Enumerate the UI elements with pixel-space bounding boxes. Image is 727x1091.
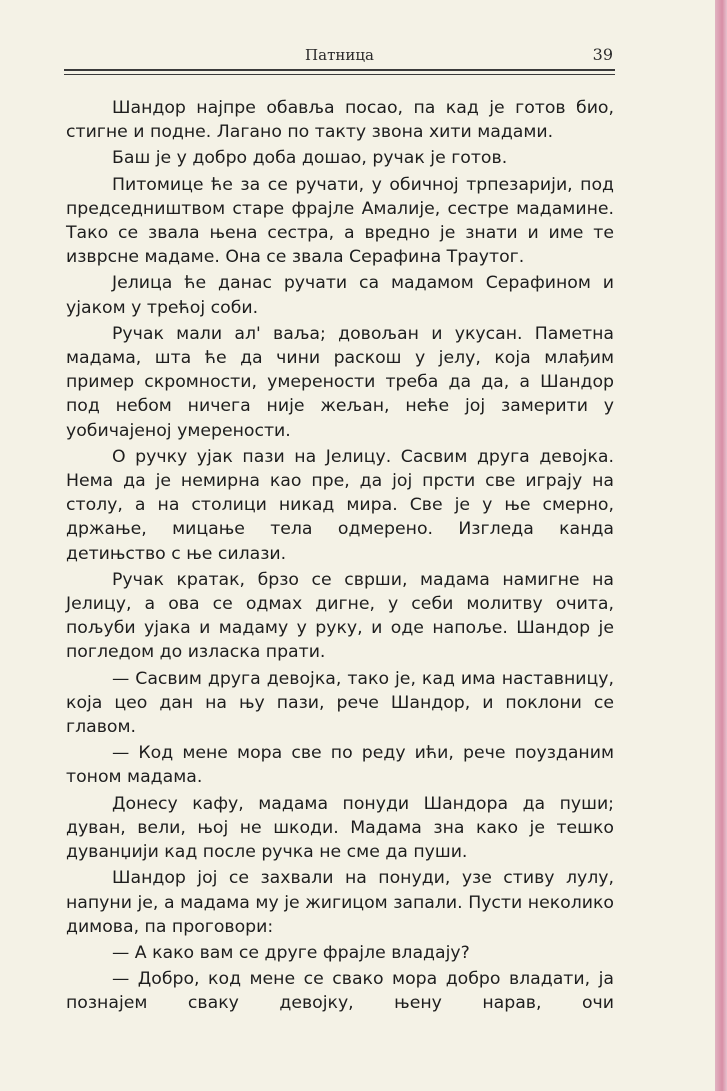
running-header bbox=[64, 42, 615, 68]
paragraph: Јелица ће данас ручати са мадамом Серафином и ујаком у трећој соби. bbox=[66, 273, 614, 318]
paragraph: Ручак кратак, брзо се сврши, мадама намигне на Јелицу, а ова се одмах дигне, у себи молитву очита, пољуби ујака и мадаму у руку, и оде напоље. Шандор је погледом до изласка прати. bbox=[66, 569, 614, 663]
paragraph: Ручак мали ал' ваља; довољан и укусан. Паметна мадама, шта ће да чини раскош у јелу, која млађим пример скромности, умерености треба да да, а Шандор под небом ничега није жељан, неће јој замерити у уобичајеној умерености. bbox=[66, 323, 614, 441]
paragraph: — Код мене мора све по реду ићи, рече поузданим тоном мадама. bbox=[66, 743, 614, 788]
running-title: Патница bbox=[305, 46, 374, 64]
paragraph: — Сасвим друга девојка, тако је, кад има наставницу, која цео дан на њу пази, рече Шандор, и поклони се главом. bbox=[66, 668, 614, 738]
paragraph: Донесу кафу, мадама понуди Шандора да пуши; дуван, вели, њој не шкоди. Мадама зна како је тешко дуванџији кад после ручка не сме да пуши. bbox=[66, 793, 614, 863]
paragraph: Баш је у добро доба дошао, ручак је готов. bbox=[112, 148, 508, 169]
paragraph: — А како вам се друге фрајле владају? bbox=[112, 942, 470, 963]
page-edge bbox=[715, 0, 727, 1091]
body-text bbox=[66, 96, 614, 1016]
header-rule-thick bbox=[64, 69, 615, 71]
header-rule-thin bbox=[64, 74, 615, 75]
paragraph: Шандор најпре обавља посао, па кад је готов био, стигне и подне. Лагано по такту звона хити мадами. bbox=[66, 98, 614, 143]
paragraph: О ручку ујак пази на Јелицу. Сасвим друга девојка. Нема да је немирна као пре, да јој прсти све играју на столу, а на столици никад мира. Све је у ње смерно, држање, мицање тела одмерено. Изгледа канда детињство с ње силази. bbox=[66, 446, 614, 564]
page-number: 39 bbox=[592, 45, 613, 64]
paragraph: Шандор јој се захвали на понуди, узе стиву лулу, напуни је, а мадама му је жигицом запали. Пусти неколико димова, па проговори: bbox=[66, 868, 614, 937]
paragraph: Питомице ће за се ручати, у обичној трпезарији, под председништвом старе фрајле Амалије, сестре мадамине. Тако се звала њена сестра, а вредно је знати и име те изврсне мадаме. Она се звала Серафина Траутог. bbox=[66, 174, 614, 268]
paragraph: — Добро, код мене се свако мора добро владати, ја познајем сваку девојку, њену нарав, очи bbox=[66, 969, 614, 1014]
